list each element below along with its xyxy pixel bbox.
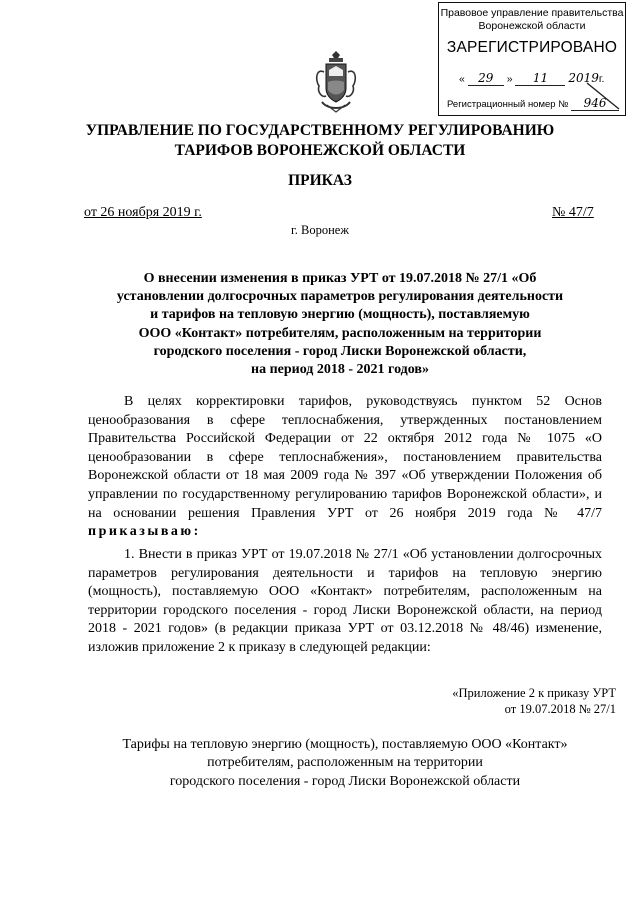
order-word: приказываю:: [88, 524, 201, 540]
stamp-date-day: 29: [468, 71, 504, 86]
preamble-paragraph: [88, 393, 602, 542]
item-1-paragraph: 1. Внести в приказ УРТ от 19.07.2018 № 27/1 «Об установлении долгосрочных параметров регулирования деятельности и тарифов на тепловую энергию (мощность), поставляемую ООО «Контакт» потребителям, расположенным на территории городского поселения - город Лиски Воронежской области, на период 2018 - 2021 годов» (в редакции приказа УРТ от 03.12.2018 № 48/46) изменение, изложив приложение 2 к приказу в следующей редакции:: [88, 547, 602, 655]
appendix-reference: [390, 686, 616, 717]
preamble-text: В целях корректировки тарифов, руководствуясь пунктом 52 Основ ценообразования в сфере теплоснабжения, утвержденных постановлением Правительства Российской Федерации от 22 октября 2012 года № 1075 «О ценообразовании в сфере теплоснабжения», постановлением правительства Воронежской области от 18 мая 2009 года № 397 «Об утверждении Положения об управлении по государственному регулированию тарифов Воронежской области», и на основании решения Правления УРТ от 26 ноября 2019 года № 47/7: [88, 394, 602, 521]
stamp-org-line2: Воронежской области: [478, 20, 586, 32]
stamp-reg-number-value: 946: [571, 96, 619, 111]
coat-of-arms-icon: [314, 50, 358, 114]
stamp-org-line1: Правовое управление правительства: [440, 7, 624, 19]
tariff-title: [90, 736, 600, 791]
stamp-date-year-suffix: г.: [598, 73, 605, 85]
subject-line: О внесении изменения в приказ УРТ от 19.07.2018 № 27/1 «Об: [143, 271, 537, 286]
tariff-title-line: городского поселения - город Лиски Воронежской области: [169, 773, 521, 789]
stamp-reg-number-label: Регистрационный номер №: [447, 99, 569, 110]
subject-line: и тарифов на тепловую энергию (мощность), поставляемую: [150, 307, 530, 323]
document-subject: [90, 270, 590, 379]
agency-name: [0, 121, 640, 161]
stamp-date-open-quote: «: [459, 73, 465, 85]
stamp-signature-mark: [585, 81, 623, 111]
stamp-date-close-quote: »: [506, 73, 513, 85]
document-city: г. Воронеж: [291, 223, 349, 237]
subject-line: на период 2018 - 2021 годов»: [251, 362, 429, 378]
tariff-title-line: потребителям, расположенным на территории: [207, 755, 483, 771]
stamp-registered-label: ЗАРЕГИСТРИРОВАНО: [446, 39, 618, 56]
stamp-organization: [439, 7, 625, 33]
registration-stamp: [438, 2, 626, 116]
subject-line: установлении долгосрочных параметров регулирования деятельности: [116, 289, 564, 305]
document-number: № 47/7: [552, 205, 594, 220]
tariff-title-line: Тарифы на тепловую энергию (мощность), поставляемую ООО «Контакт»: [122, 737, 568, 752]
stamp-date-month: 11: [515, 71, 565, 86]
subject-line: городского поселения - город Лиски Воронежской области,: [153, 343, 527, 359]
document-type: ПРИКАЗ: [288, 172, 352, 189]
agency-name-line1: УПРАВЛЕНИЕ ПО ГОСУДАРСТВЕННОМУ РЕГУЛИРОВАНИЮ: [85, 122, 555, 139]
agency-name-line2: ТАРИФОВ ВОРОНЕЖСКОЙ ОБЛАСТИ: [174, 142, 466, 159]
document-date: от 26 ноября 2019 г.: [84, 205, 202, 220]
stamp-date-year: 2019: [568, 71, 599, 85]
appendix-line2: от 19.07.2018 № 27/1: [504, 701, 616, 716]
appendix-line1: «Приложение 2 к приказу УРТ: [452, 686, 616, 700]
stamp-date: [459, 71, 604, 86]
subject-line: ООО «Контакт» потребителям, расположенным на территории: [138, 325, 542, 341]
